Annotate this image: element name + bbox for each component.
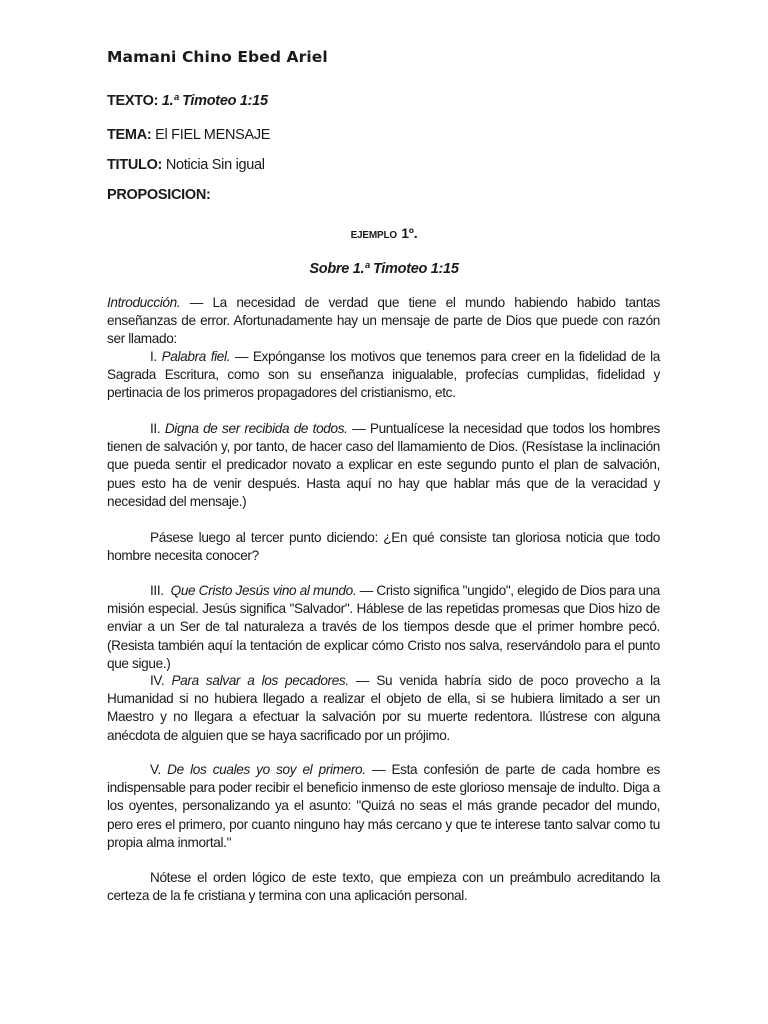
titulo-field [107,157,265,173]
ejemplo-number: 1º. [401,225,418,241]
paragraph-point-5 [107,761,660,852]
point-4-body: — Su venida habría sido de poco provecho a la Humanidad si no hubiera llegado a realizar el objeto de ella, si se hubiera limitado a ser un Maestro y no llegara a efectuar la salvación por su muerte redentora. Ilústrese con alguna anécdota de alguien que se haya sacrificado por un prójimo. [107,673,660,743]
point-5-body: — Esta confesión de parte de cada hombre es indispensable para poder recibir el beneficio inmenso de este glorioso mensaje de indulto. Diga a los oyentes, personalizando ya el asunto: "Quizá no seas el más grande pecador del mundo, pero eres el primero, por cuanto ninguno hay más cercano y que te interese tanto salvar como tu propia alma inmortal." [107,762,660,850]
point-1-body: — Expónganse los motivos que tenemos para creer en la fidelidad de la Sagrada Escritura, como son su enseñanza inigualable, profecías cumplidas, fidelidad y pertinacia de los primeros propagadores del cristianismo, etc. [107,349,660,401]
titulo-value: Noticia Sin igual [165,157,265,173]
paragraph-point-3 [107,582,660,673]
point-5-lead: De los cuales yo soy el primero. [167,762,366,777]
paragraph-point-4 [107,672,660,745]
paragraph-transition: Pásese luego al tercer punto diciendo: ¿En qué consiste tan gloriosa noticia que todo hombre necesita conocer? [107,530,660,564]
intro-lead: Introducción. [107,295,181,310]
ejemplo-word: EJEMPLO [350,230,397,241]
tema-label: TEMA: [107,127,152,143]
point-2-body: — Puntualícese la necesidad que todos los hombres tienen de salvación y, por tanto, de hacer caso del llamamiento de Dios. (Resístase la inclinación que pueda sentir el predicador novato a explicar en este segundo punto el plan de salvación, pues esto ha de venir después. Hasta aquí no hay que hablar más que de la veracidad y necesidad del mensaje.) [107,421,660,509]
proposicion-field [107,187,211,203]
texto-label: TEXTO: [107,93,159,109]
point-3-number: III. [150,583,171,598]
paragraph-introduction [107,294,660,349]
point-4-lead: Para salvar a los pecadores. [171,673,349,688]
section-subtitle: Sobre 1.ª Timoteo 1:15 [309,261,459,277]
tema-value: El FIEL MENSAJE [155,127,271,143]
titulo-label: TITULO: [107,157,163,173]
texto-value: 1.ª Timoteo 1:15 [161,93,268,109]
point-1-lead: Palabra fiel. [161,349,231,364]
tema-field [107,127,270,143]
intro-body: — La necesidad de verdad que tiene el mundo habiendo habido tantas enseñanzas de error. Afortunadamente hay un mensaje de parte de Dios que puede con razón ser llamado: [107,295,660,347]
paragraph-closing: Nótese el orden lógico de este texto, que empieza con un preámbulo acreditando la certeza de la fe cristiana y termina con una aplicación personal. [107,870,660,904]
paragraph-point-2 [107,420,660,511]
point-2-lead: Digna de ser recibida de todos. [164,421,348,436]
point-4-number: IV. [150,673,172,688]
texto-field [107,93,268,109]
proposicion-label: PROPOSICION: [107,187,211,203]
author-name: Mamani Chino Ebed Ariel [107,48,328,66]
point-2-number: II. [150,421,165,436]
point-3-body: — Cristo significa "ungido", elegido de Dios para una misión especial. Jesús significa "Salvador". Háblese de las repetidas promesas que Dios hizo de enviar a un Ser de tal naturaleza a través de los tiempos desde que el primer hombre pecó. (Resista también aquí la tentación de explicar cómo Cristo nos salva, reservándolo para el punto que sigue.) [107,583,660,671]
point-3-lead: Que Cristo Jesús vino al mundo. [170,583,357,598]
paragraph-point-1 [107,348,660,403]
point-5-number: V. [150,762,168,777]
ejemplo-heading [0,225,768,243]
point-1-number: I. [150,349,162,364]
